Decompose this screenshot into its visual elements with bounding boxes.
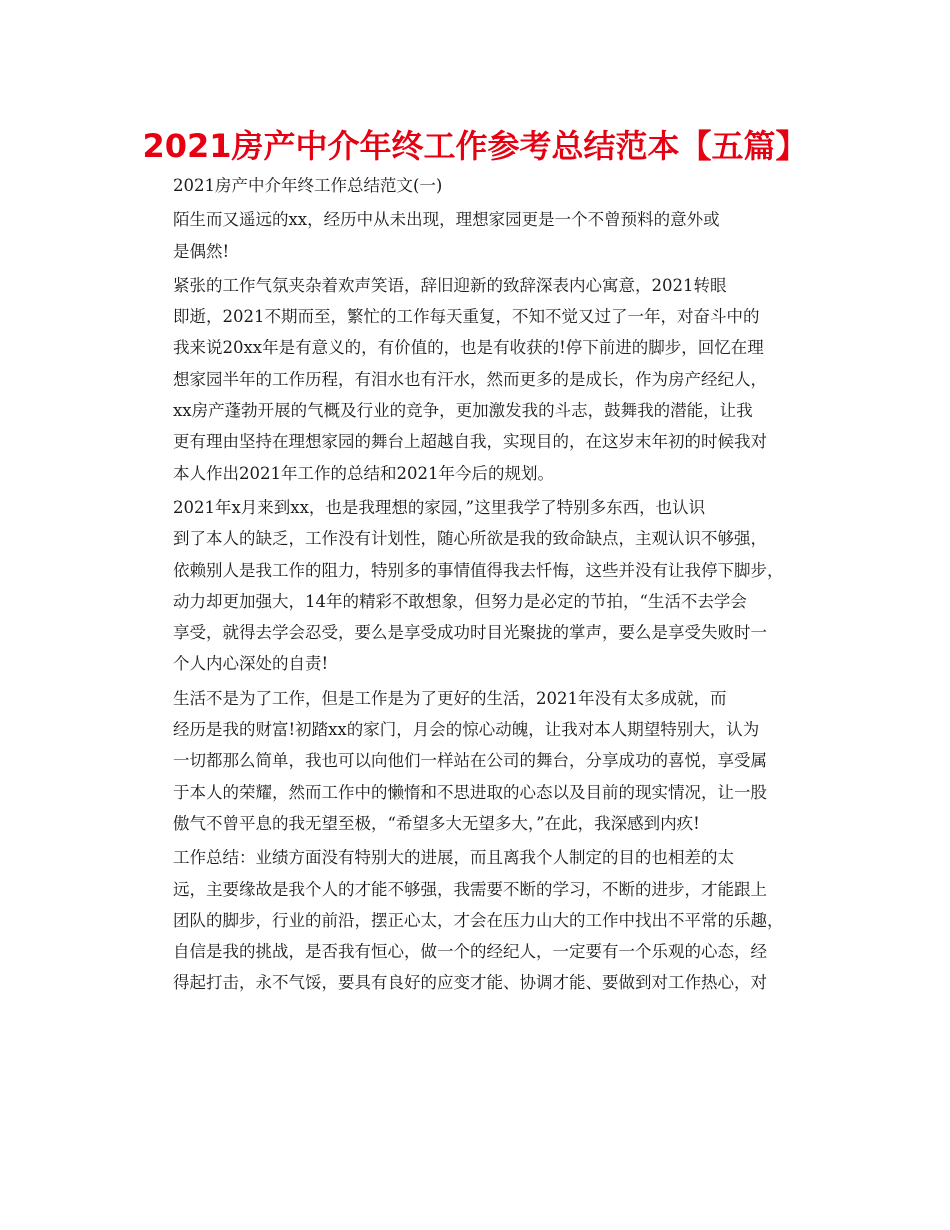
document-title: 2021房产中介年终工作参考总结范本【五篇】 [142, 127, 808, 165]
paragraph-line: 2021房产中介年终工作总结范文(一) [173, 176, 443, 195]
paragraph-line: xx房产蓬勃开展的气概及行业的竞争，更加激发我的斗志，鼓舞我的潜能，让我 [173, 401, 753, 421]
paragraph [140, 842, 812, 998]
paragraph-line: 一切都那么简单，我也可以向他们一样站在公司的舞台，分享成功的喜悦，享受属 [173, 751, 767, 771]
paragraph-line: 经历是我的财富!初踏xx的家门，月会的惊心动魄，让我对本人期望特别大，认为 [173, 720, 760, 740]
paragraph-line: 即逝，2021不期而至，繁忙的工作每天重复，不知不觉又过了一年，对奋斗中的 [173, 307, 760, 327]
paragraph-line: 享受，就得去学会忍受，要么是享受成功时目光聚拢的掌声，要么是享受失败时一 [173, 623, 767, 643]
paragraph-line: 紧张的工作气氛夹杂着欢声笑语，辞旧迎新的致辞深表内心寓意，2021转眼 [173, 275, 727, 295]
paragraph-line: 是偶然! [173, 241, 230, 261]
paragraph-line: 想家园半年的工作历程，有泪水也有汗水，然而更多的是成长，作为房产经纪人， [173, 369, 767, 389]
paragraph-line: 团队的脚步，行业的前沿，摆正心太，才会在压力山大的工作中找出不平常的乐趣， [173, 910, 784, 930]
paragraph-line: 陌生而又遥远的xx，经历中从未出现，理想家园更是一个不曾预料的意外或 [173, 210, 720, 230]
paragraph-line: 动力却更加强大，14年的精彩不敢想象，但努力是必定的节拍，“生活不去学会 [173, 591, 747, 611]
paragraph-line: 依赖别人是我工作的阻力，特别多的事情值得我去忏悔，这些并没有让我停下脚步， [173, 560, 784, 580]
paragraph-line: 本人作出2021年工作的总结和2021年今后的规划。 [173, 463, 554, 483]
paragraph [140, 270, 812, 489]
paragraph-line: 个人内心深处的自责! [173, 654, 329, 674]
paragraph-line: 得起打击，永不气馁，要具有良好的应变才能、协调才能、要做到对工作热心，对 [173, 973, 767, 993]
paragraph-line: 生活不是为了工作，但是工作是为了更好的生活，2021年没有太多成就，而 [173, 688, 727, 708]
paragraph-line: 傲气不曾平息的我无望至极，“希望多大无望多大，”在此，我深感到内疚! [173, 813, 700, 833]
document-body [140, 170, 812, 1002]
paragraph-line: 远，主要缘故是我个人的才能不够强，我需要不断的学习，不断的进步，才能跟上 [173, 879, 767, 899]
paragraph-line: 我来说20xx年是有意义的，有价值的，也是有收获的!停下前进的脚步，回忆在理 [173, 338, 764, 358]
paragraph-line: 更有理由坚持在理想家园的舞台上超越自我，实现目的，在这岁末年初的时候我对 [173, 432, 767, 452]
paragraph-line: 工作总结：业绩方面没有特别大的进展，而且离我个人制定的目的也相差的太 [173, 848, 734, 868]
paragraph [140, 170, 812, 201]
paragraph [140, 492, 812, 680]
paragraph [140, 204, 812, 267]
paragraph-line: 于本人的荣耀，然而工作中的懒惰和不思进取的心态以及目前的现实情况，让一股 [173, 782, 767, 802]
paragraph [140, 683, 812, 839]
paragraph-line: 自信是我的挑战，是否我有恒心，做一个的经纪人，一定要有一个乐观的心态，经 [173, 942, 767, 962]
paragraph-line: 到了本人的缺乏，工作没有计划性，随心所欲是我的致命缺点，主观认识不够强， [173, 529, 767, 549]
paragraph-line: 2021年x月来到xx，也是我理想的家园，”这里我学了特别多东西，也认识 [173, 497, 706, 517]
